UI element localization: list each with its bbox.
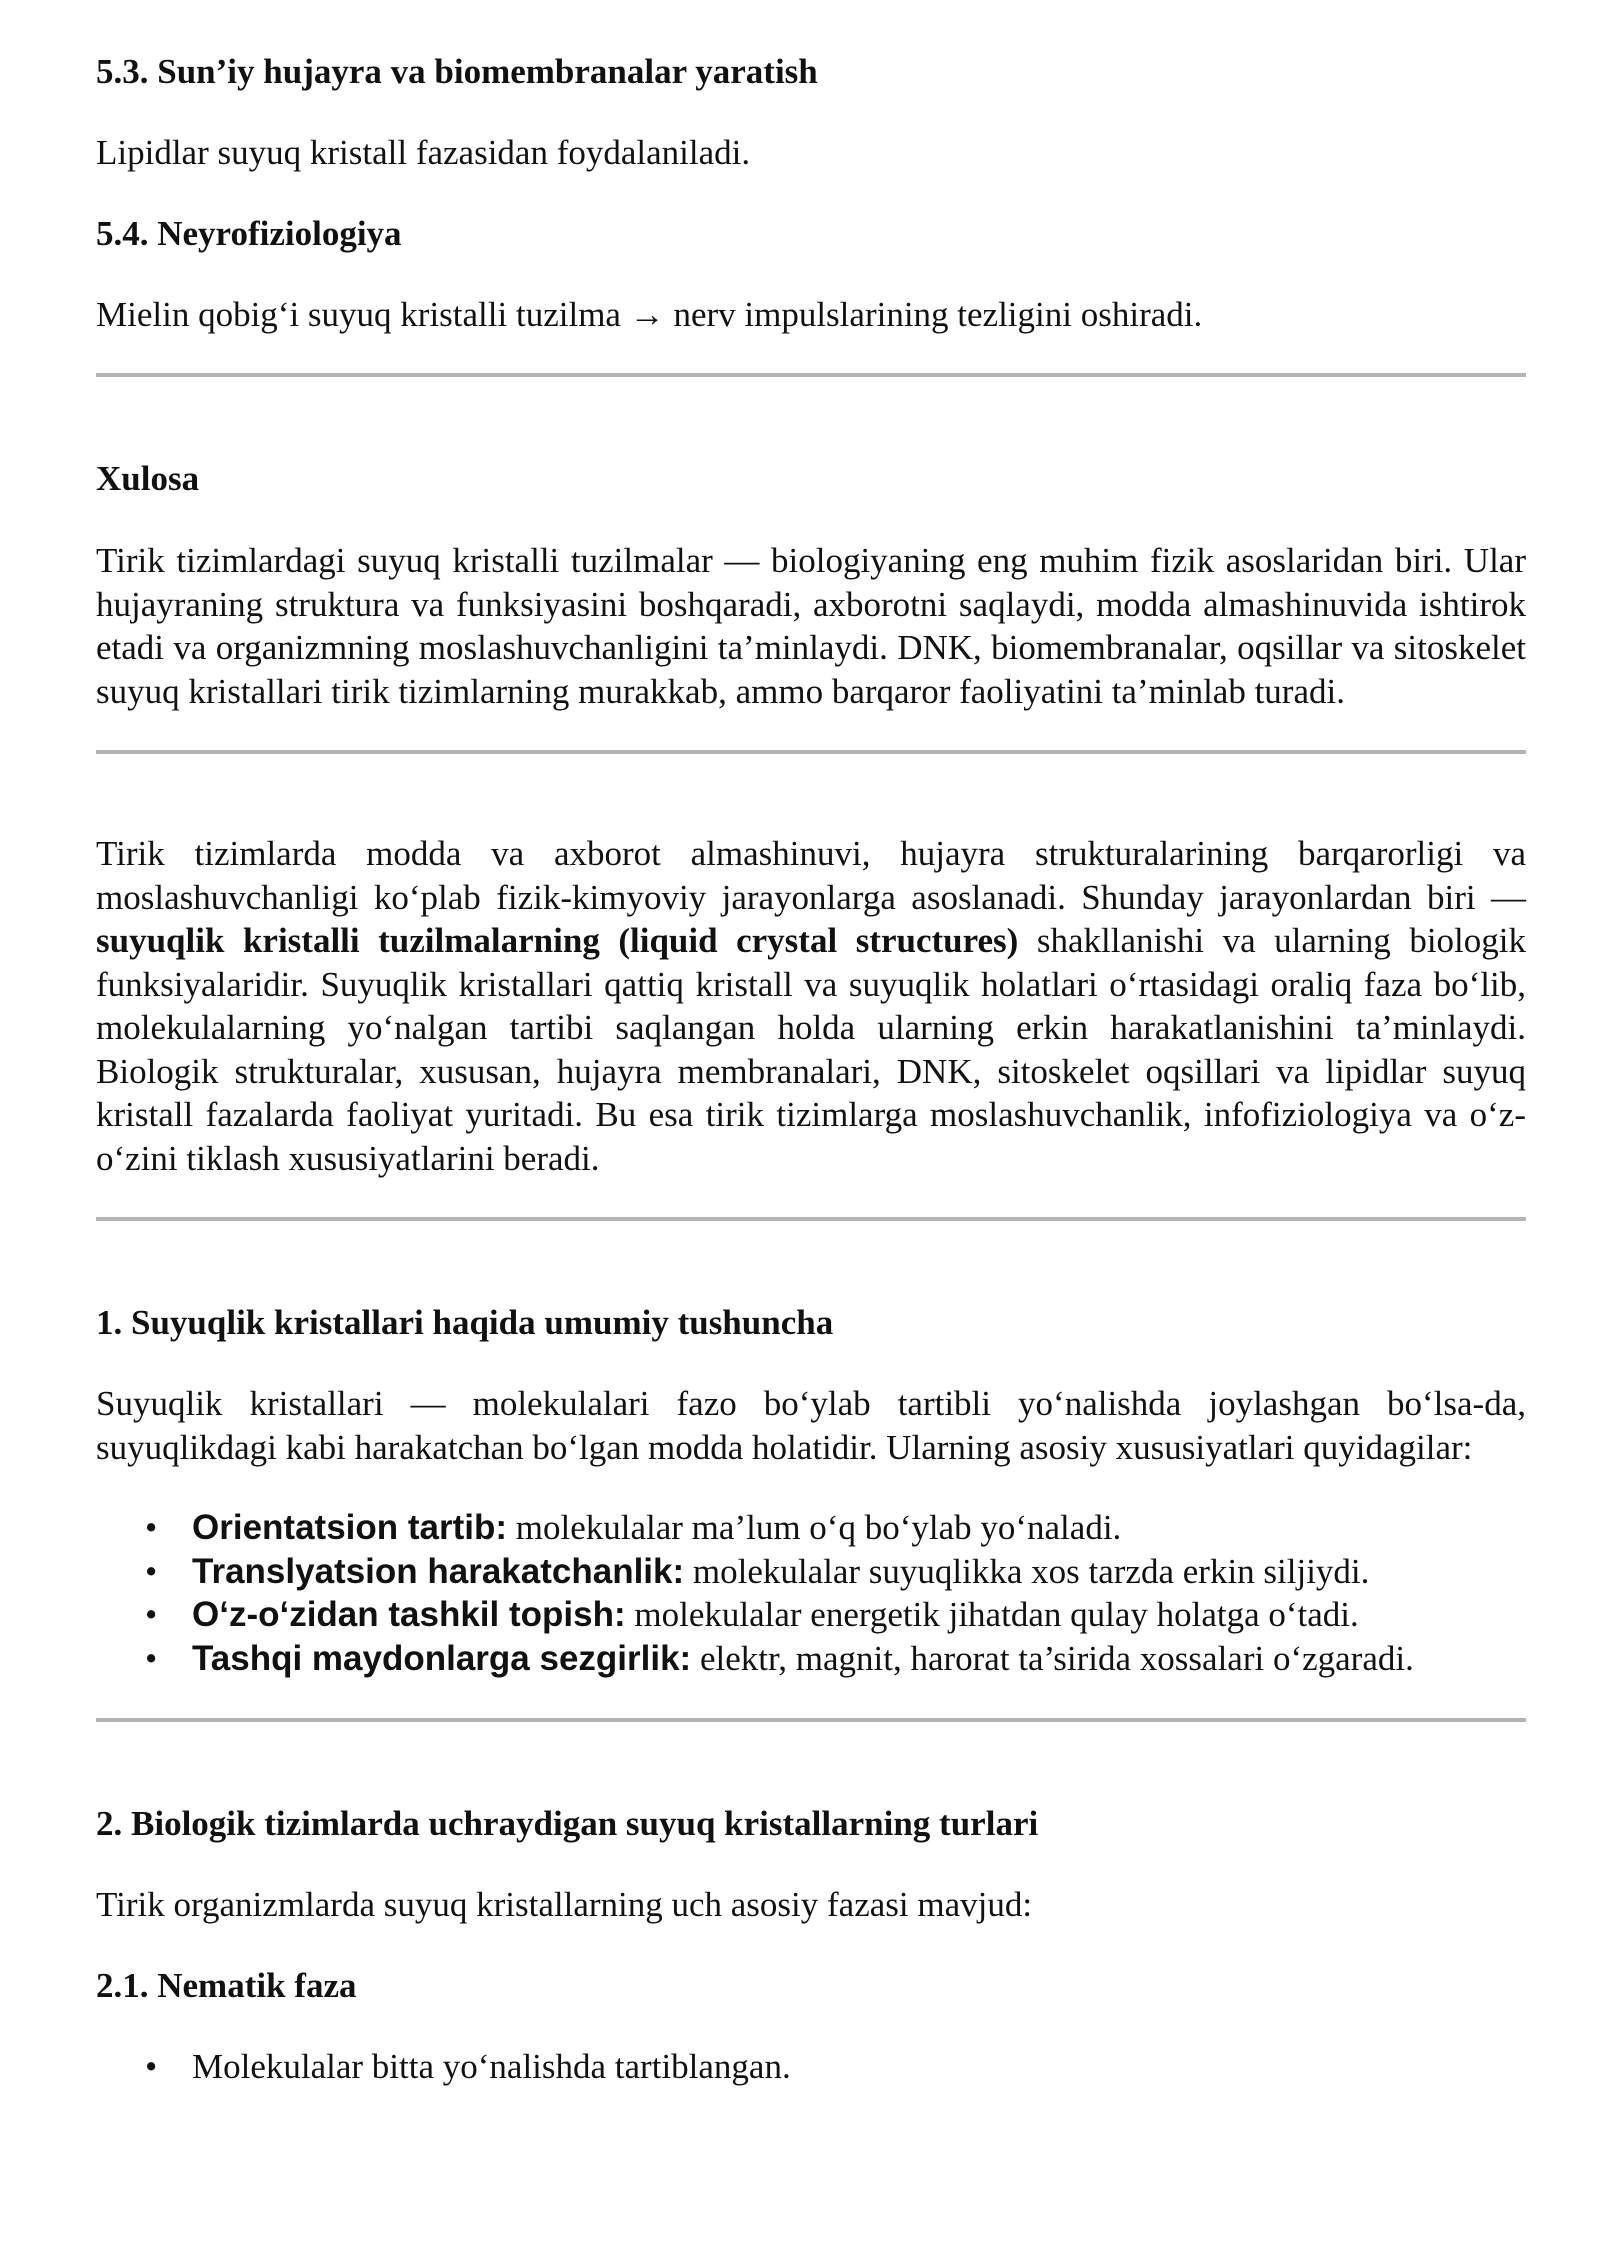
paragraph-section-2: Tirik organizmlarda suyuq kristallarning uch asosiy fazasi mavjud: [96,1885,1033,1924]
paragraph-5-3: Lipidlar suyuq kristall fazasidan foydalaniladi. [96,133,751,172]
heading-xulosa: Xulosa [96,459,200,498]
bullet-icon: • [145,1595,158,1634]
bullet-icon: • [145,1551,158,1591]
list-item-term: Tashqi maydonlarga sezgirlik: [192,1638,692,1678]
list-item [96,1637,1526,1681]
list-item-term: Translyatsion harakatchanlik: [192,1551,685,1591]
paragraph-intro [96,832,1526,1180]
intro-text-before: Tirik tizimlarda modda va axborot almashinuvi, hujayra strukturalarining barqarorligi va moslashuvchanligi ko‘plab fizik-kimyoviy jarayonlarga asoslanadi. Shunday jarayonlardan biri — [96,834,1526,917]
bullet-icon: • [145,1638,158,1678]
intro-bold-term: suyuqlik kristalli tuzilmalarning (liquid crystal structures) [96,921,1019,960]
list-item [96,1593,1526,1637]
list-item [96,2045,1526,2089]
list-item-text: Molekulalar bitta yo‘nalishda tartiblangan. [192,2046,791,2086]
bullet-icon: • [145,1508,158,1547]
list-item-term: Orientatsion tartib: [192,1508,508,1547]
heading-section-1: 1. Suyuqlik kristallari haqida umumiy tushuncha [96,1303,834,1342]
intro-text-after: shakllanishi va ularning biologik funksiyalaridir. Suyuqlik kristallari qattiq kristall va suyuqlik holatlari o‘rtasidagi oraliq faza bo‘lib, molekulalarning yo‘nalgan tartibi saqlangan holda ularning erkin harakatlanishini ta’minlaydi. Biologik strukturalar, xususan, hujayra membranalari, DNK, sitoskelet oqsillari va lipidlar suyuq kristall fazalarda faoliyat yuritadi. Bu esa tirik tizimlarga moslashuvchanlik, infofiziologiya va o‘z-o‘zini tiklash xususiyatlarini beradi. [96,921,1527,1178]
document-page [96,50,1526,2088]
heading-section-2-1: 2.1. Nematik faza [96,1965,357,2005]
list-item-text: molekulalar ma’lum o‘q bo‘ylab yo‘naladi. [515,1508,1122,1547]
heading-5-3: 5.3. Sun’iy hujayra va biomembranalar yaratish [96,52,818,91]
paragraph-section-1: Suyuqlik kristallari — molekulalari fazo bo‘ylab tartibli yo‘nalishda joylashgan bo‘lsa-da, suyuqlikdagi kabi harakatchan bo‘lgan modda holatidir. Ularning asosiy xususiyatlari quyidagilar: [96,1384,1526,1467]
bullet-icon: • [145,2046,158,2086]
list-item-text: molekulalar suyuqlikka xos tarzda erkin siljiydi. [692,1551,1370,1591]
paragraph-xulosa: Tirik tizimlardagi suyuq kristalli tuzilmalar — biologiyaning eng muhim fizik asoslaridan biri. Ular hujayraning struktura va funksiyasini boshqaradi, axborotni saqlaydi, modda almashinuvida ishtirok etadi va organizmning moslashuvchanligini ta’minlaydi. DNK, biomembranalar, oqsillar va sitoskelet suyuq kristallari tirik tizimlarning murakkab, ammo barqaror faoliyatini ta’minlab turadi. [96,541,1526,711]
heading-5-4: 5.4. Neyrofiziologiya [96,213,402,253]
heading-section-2: 2. Biologik tizimlarda uchraydigan suyuq kristallarning turlari [96,1804,1039,1843]
list-item [96,1550,1526,1594]
list-item [96,1506,1526,1550]
list-item-text: molekulalar energetik jihatdan qulay holatga o‘tadi. [634,1595,1359,1634]
features-list [96,1506,1526,1680]
list-item-text: elektr, magnit, harorat ta’sirida xossalari o‘zgaradi. [699,1638,1414,1678]
nematic-list [96,2045,1526,2089]
paragraph-5-4: Mielin qobig‘i suyuq kristalli tuzilma → nerv impulslarining tezligini oshiradi. [96,294,1203,334]
list-item-term: O‘z-o‘zidan tashkil topish: [192,1595,626,1634]
